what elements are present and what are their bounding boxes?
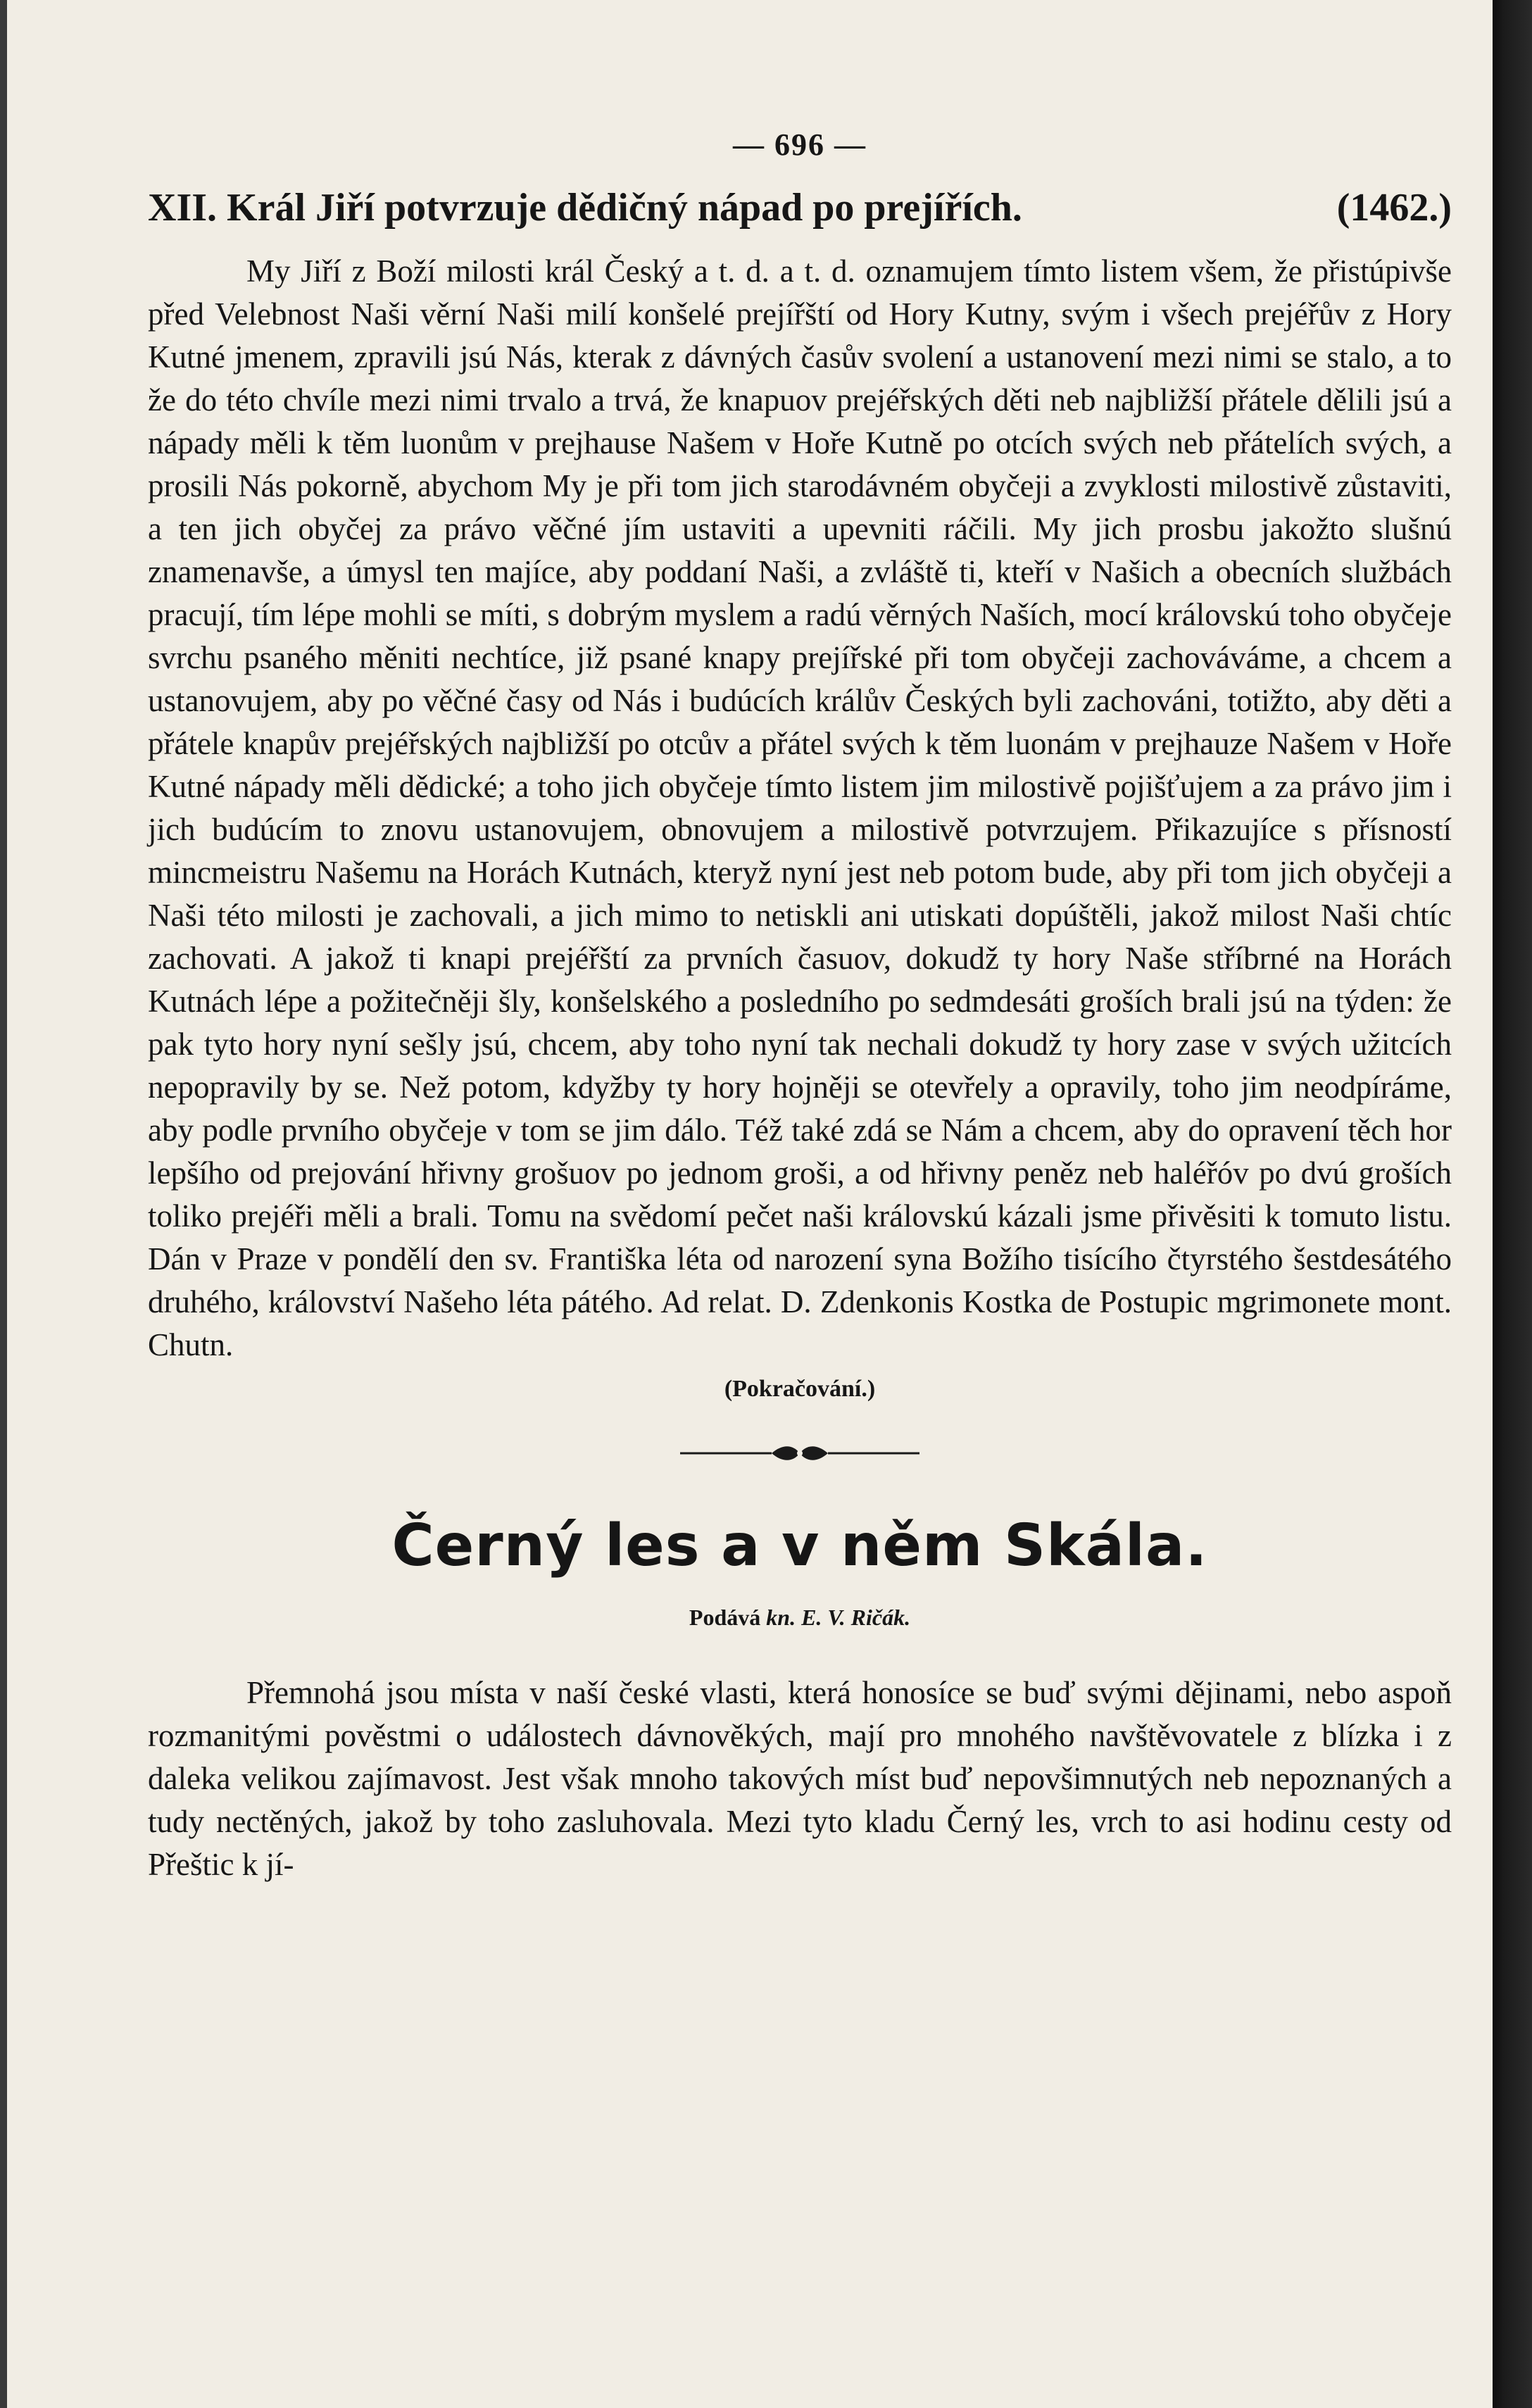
article-paragraph: Přemnohá jsou místa v naší české vlasti, která honosíce se buď svými dějinami, nebo aspoň rozmanitými pověstmi o událostech dávnověkých, mají pro mnohého navštěvovatele z blízka i z daleka velikou zajímavost. Jest však mnoho takových míst buď nepovšimnutých neb nepoznaných a tudy nectěných, jakož by toho zasluhovala. Mezi tyto kladu Černý les, vrch to asi hodinu cesty od Přeštic k jí-	[148, 1674, 1452, 1882]
book-page	[7, 0, 1493, 2408]
document-title-text: XII. Král Jiří potvrzuje dědičný nápad po prejířích.	[148, 186, 1022, 230]
byline-author: kn. E. V. Ričák.	[766, 1604, 911, 1630]
page-content	[148, 127, 1452, 1886]
article-title: Černý les a v něm Skála.	[391, 1512, 1208, 1579]
scan-right-edge	[1493, 0, 1532, 2408]
continuation-note: (Pokračování.)	[724, 1375, 876, 1402]
article-byline	[148, 1605, 1452, 1631]
section-divider-ornament	[680, 1444, 919, 1462]
document-year: (1462.)	[1336, 186, 1452, 230]
scan-left-edge	[0, 0, 7, 2408]
document-title	[148, 187, 1452, 230]
document-paragraph: My Jiří z Boží milosti král Český a t. d. a t. d. oznamujem tímto listem všem, že přistúpivše před Velebnost Naši věrní Naši milí konšelé prejířští od Hory Kutny, svým i všech prejéřův z Hory Kutné jmenem, zpravili jsú Nás, kterak z dávných časův svolení a ustanovení mezi nimi se stalo, a to že do této chvíle mezi nimi trvalo a trvá, že knapuov prejéřských děti neb najbližší přátele dělili jsú a nápady měli k těm luonům v prejhause Našem v Hoře Kutně po otcích svých neb přátelích svých, a prosili Nás pokorně, abychom My je při tom jich starodávném obyčeji a zvyklosti milostivě zůstaviti, a ten jich obyčej za právo věčné jím ustaviti a upevniti ráčili. My jich prosbu jakožto slušnú znamenavše, a úmysl ten majíce, aby poddaní Naši, a zvláště ti, kteří v Našich a obecních službách pracují, tím lépe mohli se míti, s dobrým myslem a radú věrných Naších, mocí královskú toho obyčeje svrchu psaného měniti nechtíce, již psané knapy prejířské při tom obyčeji zachováváme, a chcem a ustanovujem, aby po věčné časy od Nás i budúcích králův Českých byli zachováni, totižto, aby děti a přátele knapův prejéřských najbližší po otcův a přátel svých k těm luonám v prejhauze Našem v Hoře Kutné nápady měli dědické; a toho jich obyčeje tímto listem jim milostivě pojišťujem a za právo jim i jich budúcím to znovu ustanovujem, obnovujem a milostivě potvrzujem. Přikazujíce s přísností mincmeistru Našemu na Horách Kutnách, kteryž nyní jest neb potom bude, aby při tom jich obyčeji a Naši této milosti je zachovali, a jich mimo to netiskli ani utiskati dopúštěli, jakož milost Naši chtíc zachovati. A jakož ti knapi prejéřští za prvních časuov, dokudž ty hory Naše stříbrné na Horách Kutnách lépe a požitečněji šly, konšelského a posledního po sedmdesáti groších brali jsú na týden: že pak tyto hory nyní sešly jsú, chcem, aby toho nyní tak nechali dokudž ty hory zase v svých užitcích nepopravily by se. Než potom, kdyžby ty hory hojněji se otevřely a opravily, toho jim neodpíráme, aby podle prvního obyčeje v tom se jim dálo. Též také zdá se Nám a chcem, aby do opravení těch hor lepšího od prejování hřivny grošuov po jednom groši, a od hřivny peněz neb haléřóv po dvú groších toliko prejéři měli a brali. Tomu na svědomí pečet naši královskú kázali jsme přivěsiti k tomuto listu. Dán v Praze v pondělí den sv. Františka léta od narození syna Božího tisícího čtyrstého šestdesátého druhého, království Našeho léta pátého. Ad relat. D. Zdenkonis Kostka de Postupic mgrimonete mont. Chutn.	[148, 253, 1452, 1362]
page-number: — 696 —	[733, 127, 867, 162]
byline-prefix: Podává	[689, 1604, 761, 1630]
